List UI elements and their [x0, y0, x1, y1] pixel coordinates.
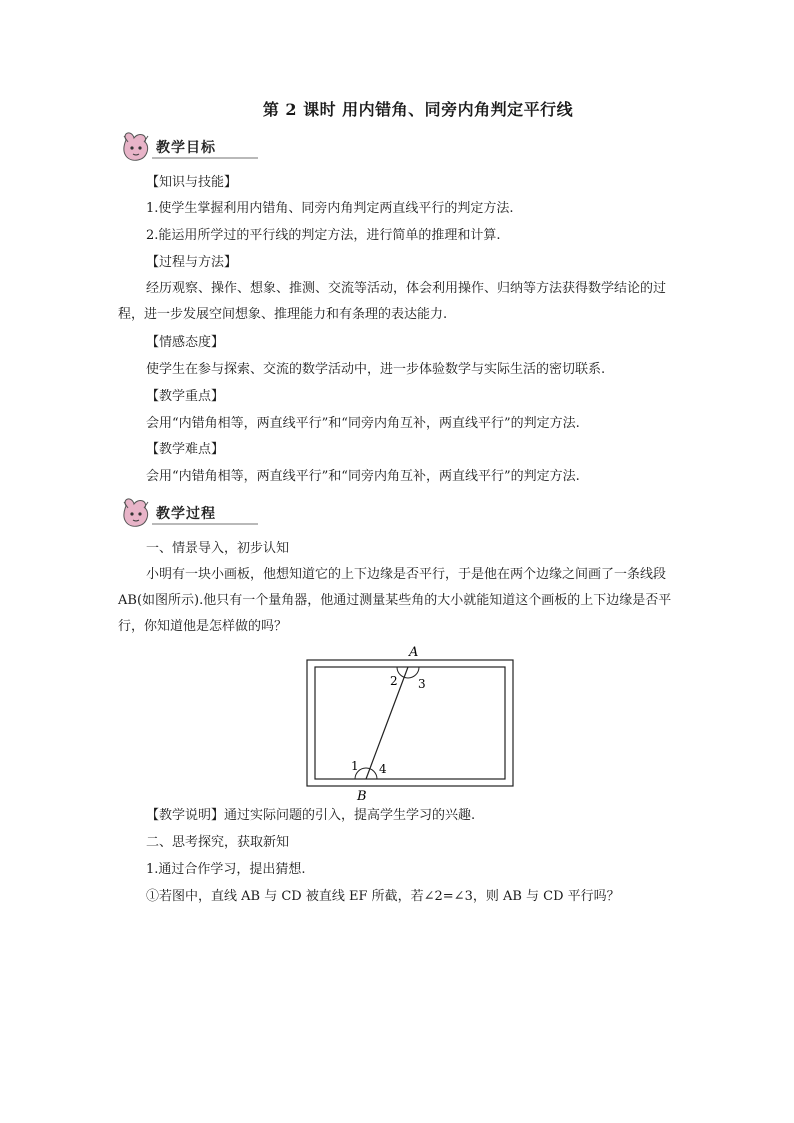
difficult-points-text: 会用“内错角相等，两直线平行”和“同旁内角互补，两直线平行”的判定方法.: [146, 469, 580, 484]
step1-text: 小明有一块小画板，他想知道它的上下边缘是否平行，于是他在两个边缘之间画了一条线段 AB(如图所示).他只有一个量角器，他通过测量某些角的大小就能知道这个画板的上下边缘是否平行，你知道他是怎样做的吗？: [118, 567, 672, 634]
step1-title: 一、情景导入，初步认知: [146, 541, 290, 556]
key-points-heading: 【教学重点】: [146, 389, 225, 404]
segment-ab: [366, 667, 408, 779]
emotion-heading: 【情感态度】: [146, 335, 225, 350]
teaching-note: 【教学说明】通过实际问题的引入，提高学生学习的兴趣.: [146, 808, 476, 823]
section-header-process: [118, 496, 248, 532]
cartoon-mascot-icon: [118, 496, 156, 530]
label-b: B: [357, 789, 367, 803]
process-method-text: 经历观察、操作、想象、推测、交流等活动，体会利用操作、归纳等方法获得数学结论的过程，进一步发展空间想象、推理能力和有条理的表达能力.: [118, 281, 667, 322]
board-inner-border: [315, 667, 505, 779]
difficult-points-heading: 【教学难点】: [146, 442, 225, 457]
drawing-board-figure: [306, 643, 516, 803]
section-header-objectives: [118, 130, 248, 166]
angle-label-2: 2: [390, 674, 398, 688]
step2-item-1: 1.通过合作学习，提出猜想.: [146, 862, 306, 877]
board-outer-border: [307, 660, 513, 786]
lesson-title: 第 2 课时 用内错角、同旁内角判定平行线: [262, 100, 574, 119]
step2-question-1: ①若图中，直线 AB 与 CD 被直线 EF 所截，若∠2=∠3，则 AB 与 CD 平行吗？: [146, 889, 620, 904]
emotion-text: 使学生在参与探索、交流的数学活动中，进一步体验数学与实际生活的密切联系.: [146, 362, 606, 377]
cartoon-mascot-icon: [118, 130, 156, 164]
process-method-heading: 【过程与方法】: [146, 255, 238, 270]
knowledge-heading: 【知识与技能】: [146, 175, 238, 190]
section-underline: [152, 157, 258, 159]
section-title-process: 教学过程: [156, 506, 216, 522]
angle-label-4: 4: [379, 762, 387, 776]
angle-label-1: 1: [351, 759, 359, 773]
angle-label-3: 3: [418, 677, 426, 691]
key-points-text: 会用“内错角相等，两直线平行”和“同旁内角互补，两直线平行”的判定方法.: [146, 416, 580, 431]
knowledge-item-2: 2.能运用所学过的平行线的判定方法，进行简单的推理和计算.: [146, 228, 501, 243]
label-a: A: [409, 645, 419, 660]
step2-title: 二、思考探究，获取新知: [146, 835, 290, 850]
section-title-objectives: 教学目标: [156, 140, 216, 156]
knowledge-item-1: 1.使学生掌握利用内错角、同旁内角判定两直线平行的判定方法.: [146, 201, 514, 216]
section-underline: [152, 523, 258, 525]
